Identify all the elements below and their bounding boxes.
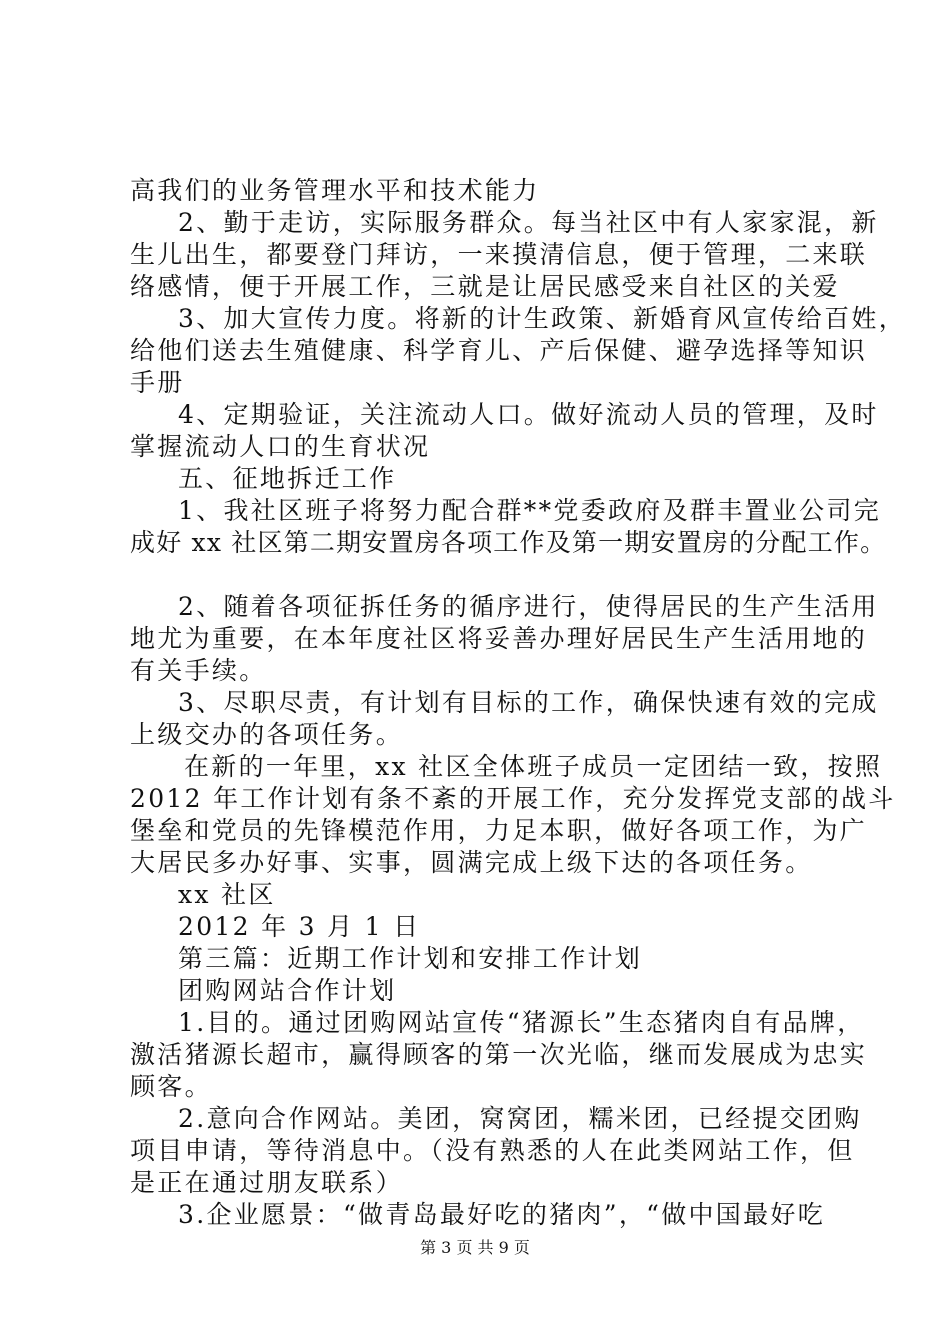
body-line: 掌握流动人口的生育状况 (130, 432, 431, 461)
body-line: 2012 年工作计划有条不紊的开展工作，充分发挥党支部的战斗 (130, 784, 896, 813)
section-heading: 团购网站合作计划 (178, 976, 397, 1005)
body-line: 2、随着各项征拆任务的循序进行，使得居民的生产生活用 (178, 592, 879, 621)
body-line: 大居民多办好事、实事，圆满完成上级下达的各项任务。 (130, 848, 813, 877)
body-line: 生儿出生，都要登门拜访，一来摸清信息，便于管理，二来联 (130, 240, 868, 269)
body-line: 顾客。 (130, 1072, 212, 1101)
body-line: 络感情，便于开展工作，三就是让居民感受来自社区的关爱 (130, 272, 840, 301)
chapter-heading: 第三篇：近期工作计划和安排工作计划 (178, 944, 643, 973)
body-line: 是正在通过朋友联系） (130, 1168, 404, 1197)
section-heading: 五、征地拆迁工作 (178, 464, 397, 493)
body-line: 堡垒和党员的先锋模范作用，力足本职，做好各项工作，为广 (130, 816, 868, 845)
body-line: 1、我社区班子将努力配合群**党委政府及群丰置业公司完 (178, 496, 882, 525)
body-line: 有关手续。 (130, 656, 267, 685)
body-line: 3、加大宣传力度。将新的计生政策、新婚育风宣传给百姓， (178, 304, 907, 333)
body-line: 手册 (130, 368, 185, 397)
body-line: 4、定期验证，关注流动人口。做好流动人员的管理，及时 (178, 400, 879, 429)
body-line: 给他们送去生殖健康、科学育儿、产后保健、避孕选择等知识 (130, 336, 868, 365)
body-line: 上级交办的各项任务。 (130, 720, 404, 749)
body-line: 项目申请，等待消息中。（没有熟悉的人在此类网站工作，但 (130, 1136, 855, 1165)
body-line: 高我们的业务管理水平和技术能力 (130, 176, 540, 205)
body-line: 激活猪源长超市，赢得顾客的第一次光临，继而发展成为忠实 (130, 1040, 868, 1069)
signature-org: xx 社区 (178, 880, 276, 909)
body-line: 地尤为重要，在本年度社区将妥善办理好居民生产生活用地的 (130, 624, 868, 653)
page-number-footer: 第 3 页 共 9 页 (420, 1238, 530, 1257)
body-line: 3、尽职尽责，有计划有目标的工作，确保快速有效的完成 (178, 688, 879, 717)
body-line: 2、勤于走访，实际服务群众。每当社区中有人家家混，新 (178, 208, 879, 237)
body-line: 成好 xx 社区第二期安置房各项工作及第一期安置房的分配工作。 (130, 528, 887, 557)
body-line: 1.目的。通过团购网站宣传“猪源长”生态猪肉自有品牌， (178, 1008, 865, 1037)
signature-date: 2012 年 3 月 1 日 (178, 912, 421, 941)
body-line: 在新的一年里，xx 社区全体班子成员一定团结一致，按照 (184, 752, 883, 781)
body-line: 3.企业愿景：“做青岛最好吃的猪肉”，“做中国最好吃 (178, 1200, 825, 1229)
body-line: 2.意向合作网站。美团，窝窝团，糯米团，已经提交团购 (178, 1104, 862, 1133)
